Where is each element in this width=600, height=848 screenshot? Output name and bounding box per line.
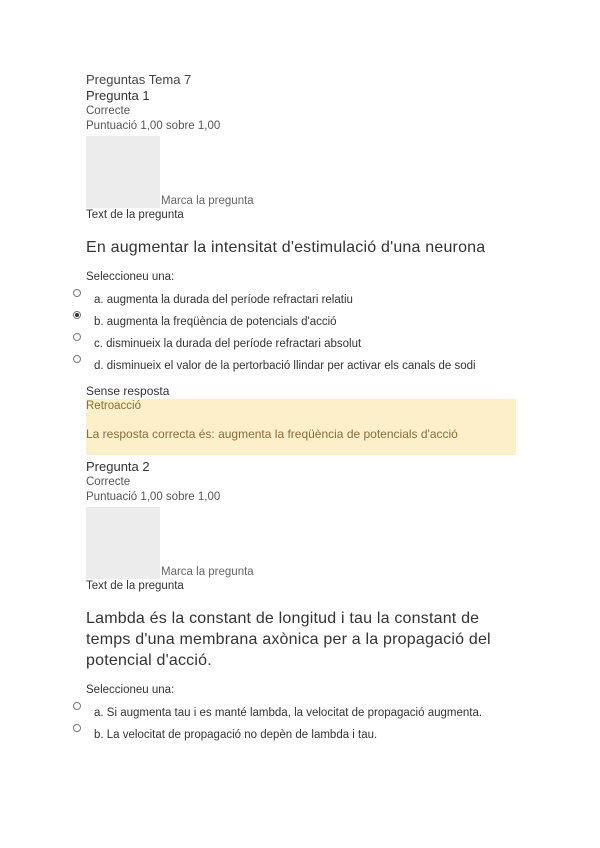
answer-label: b. augmenta la freqüència de potencials d'acció [94, 316, 337, 328]
radio-icon[interactable] [73, 289, 81, 297]
flag-question-link[interactable]: Marca la pregunta [161, 195, 254, 207]
document-title: Preguntas Tema 7 [86, 72, 192, 87]
answer-option-a[interactable] [86, 706, 516, 721]
answer-option-c[interactable] [86, 337, 516, 352]
flag-icon[interactable] [86, 507, 160, 579]
question-text: Lambda és la constant de longitud i tau la constant de temps d'una membrana axònica per a la propagació del potencial d'acció. [86, 610, 491, 669]
question-text-label: Text de la pregunta [86, 580, 184, 592]
question-text: En augmentar la intensitat d'estimulació d'una neurona [86, 239, 486, 256]
question-grade: Puntuació 1,00 sobre 1,00 [86, 491, 221, 503]
question-state: Correcte [86, 476, 131, 488]
question-text-label: Text de la pregunta [86, 209, 184, 221]
answer-option-d[interactable] [86, 359, 516, 374]
answer-prompt: Seleccioneu una: [86, 684, 175, 696]
question-2 [86, 459, 516, 743]
answer-list [86, 706, 516, 743]
answer-option-b[interactable] [86, 728, 516, 743]
radio-icon[interactable] [73, 333, 81, 341]
question-grade: Puntuació 1,00 sobre 1,00 [86, 120, 221, 132]
answer-label: a. Si augmenta tau i es manté lambda, la velocitat de propagació augmenta. [94, 707, 483, 719]
answer-list [86, 293, 516, 374]
answer-option-b[interactable] [86, 315, 516, 330]
flag-question-link[interactable]: Marca la pregunta [161, 566, 254, 578]
question-header: Pregunta 1 [86, 88, 150, 103]
answer-label: a. augmenta la durada del període refractari relatiu [94, 294, 353, 306]
radio-icon[interactable] [73, 702, 81, 710]
flag-row [86, 136, 516, 208]
answer-prompt: Seleccioneu una: [86, 271, 175, 283]
quiz-review-page [86, 72, 516, 750]
answer-label: b. La velocitat de propagació no depèn de lambda i tau. [94, 729, 378, 741]
question-1 [86, 88, 516, 455]
flag-row [86, 507, 516, 579]
no-answer-text: Sense resposta [86, 384, 170, 398]
feedback-title: Retroacció [86, 400, 141, 412]
radio-icon[interactable] [73, 355, 81, 363]
feedback-box [86, 399, 516, 455]
answer-option-a[interactable] [86, 293, 516, 308]
radio-icon[interactable] [73, 724, 81, 732]
question-header: Pregunta 2 [86, 459, 150, 474]
right-answer-text: La resposta correcta és: augmenta la freqüència de potencials d'acció [86, 427, 458, 441]
answer-label: d. disminueix el valor de la pertorbació llindar per activar els canals de sodi [94, 360, 476, 372]
flag-icon[interactable] [86, 136, 160, 208]
radio-checked-icon[interactable] [73, 311, 81, 319]
answer-label: c. disminueix la durada del període refractari absolut [94, 338, 362, 350]
question-state: Correcte [86, 105, 131, 117]
